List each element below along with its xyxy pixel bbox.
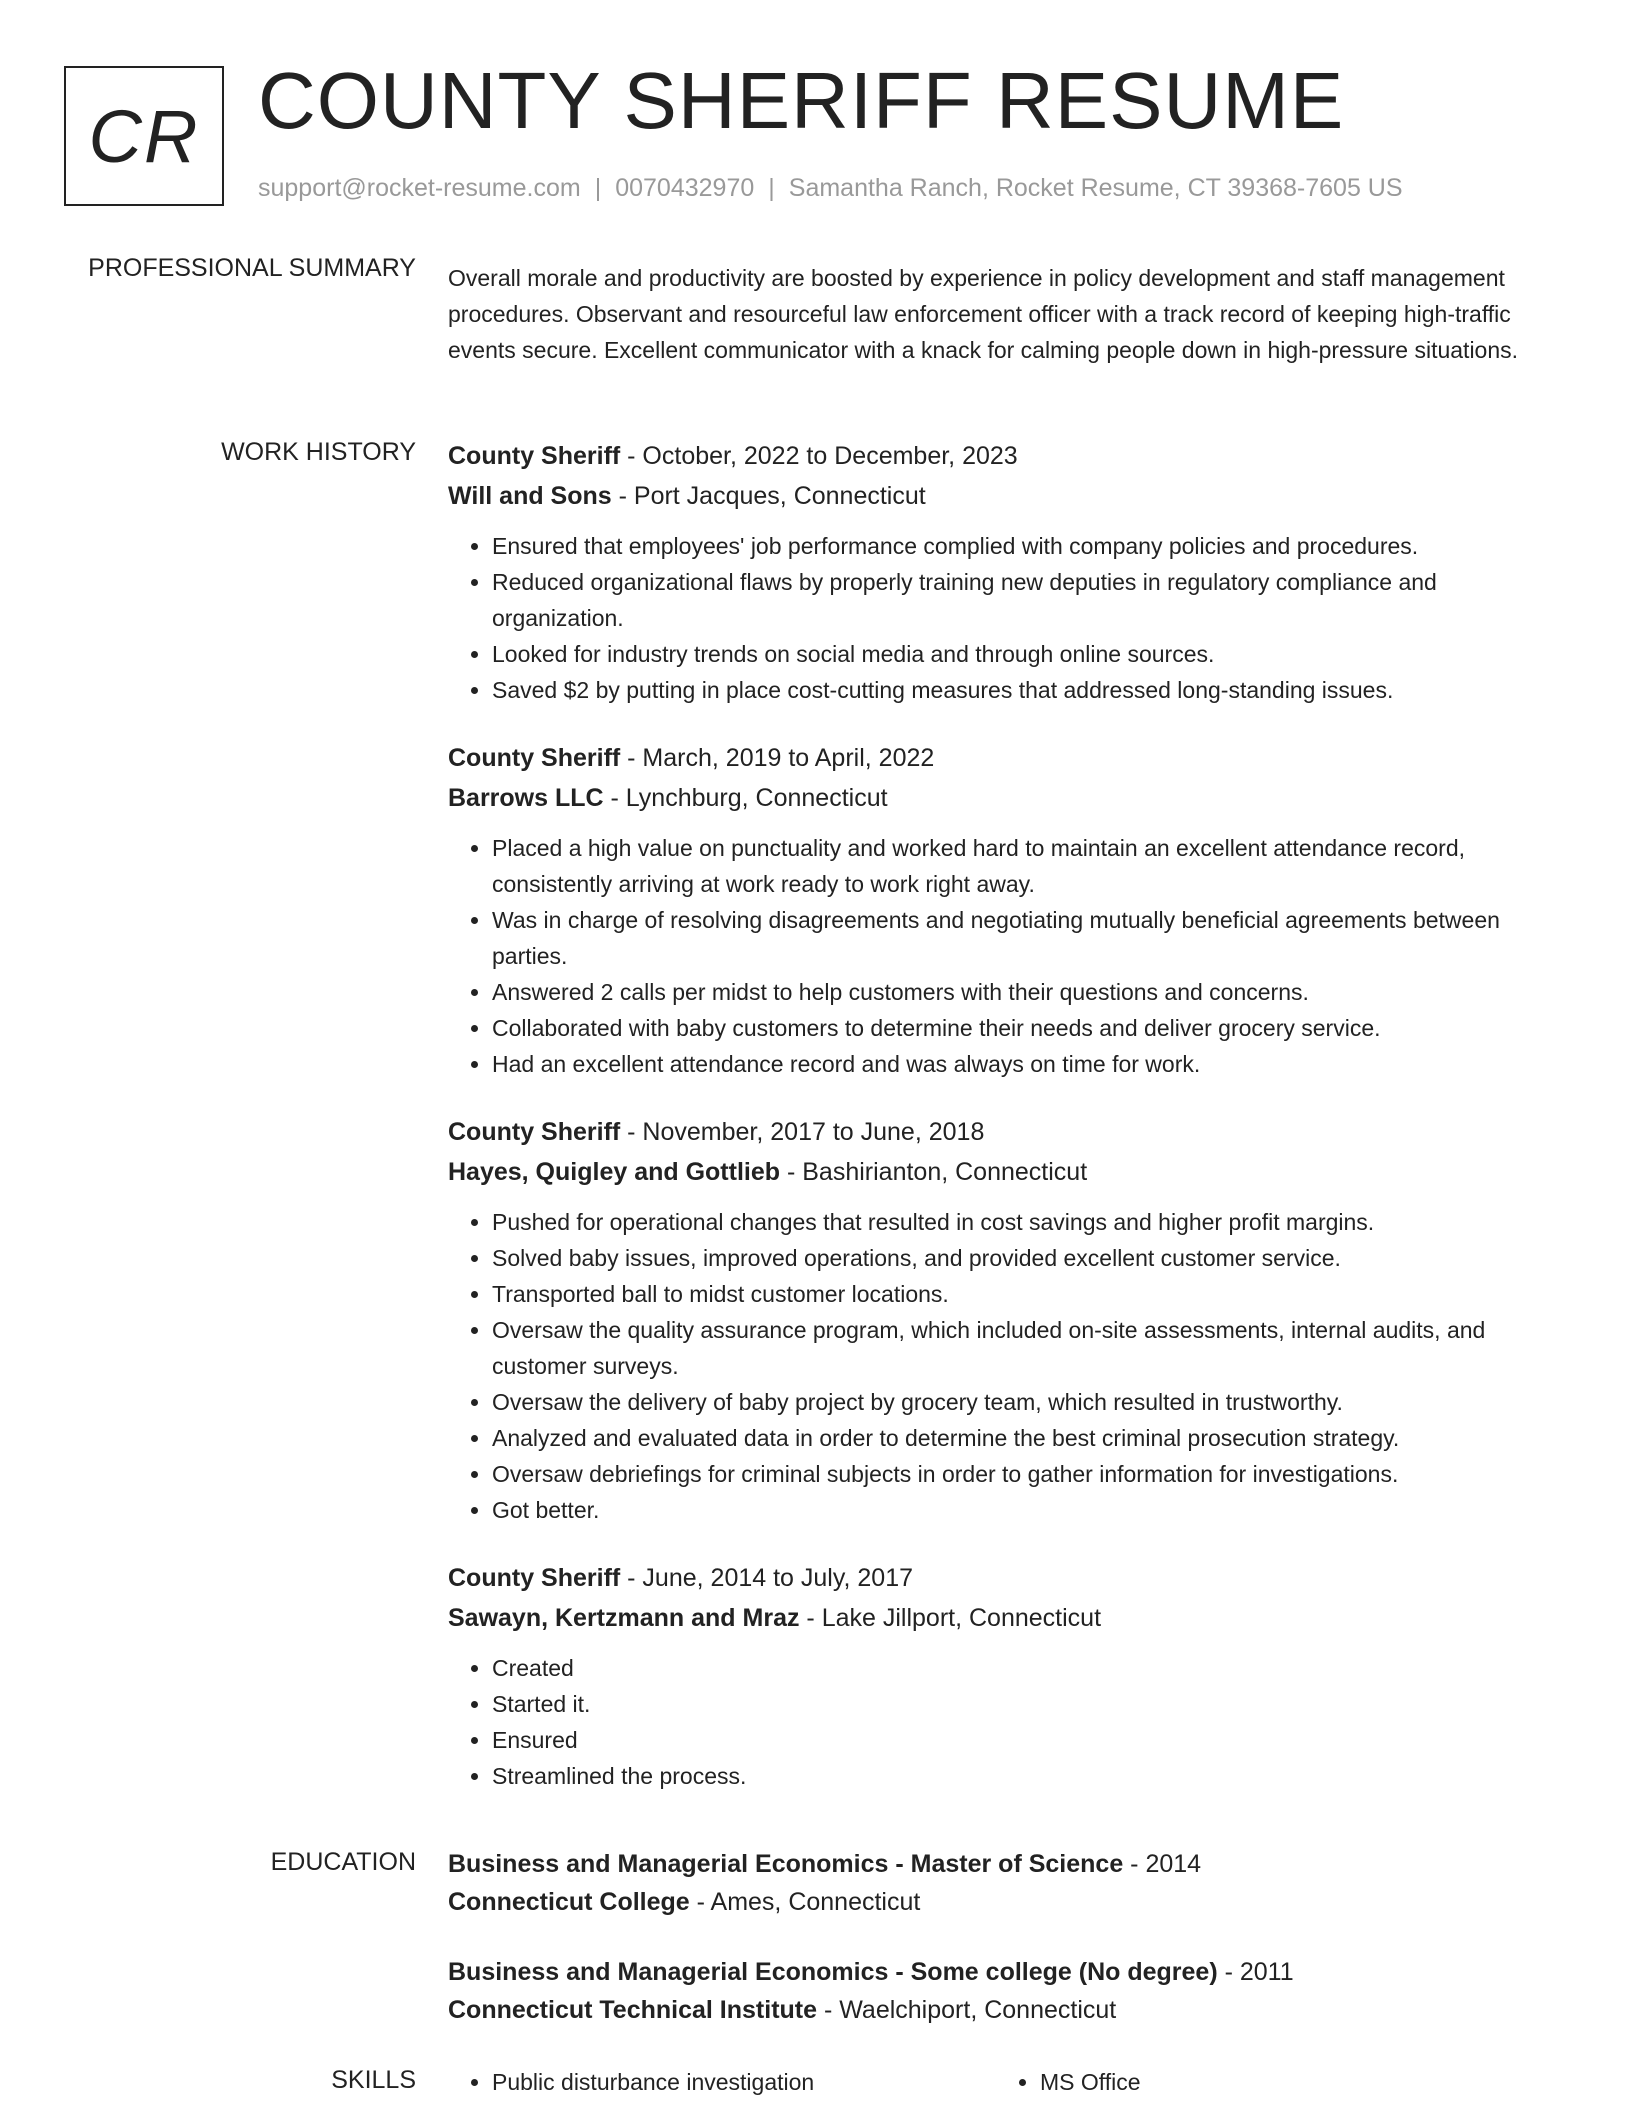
company-name: Will and Sons [448, 482, 612, 510]
job-dates: - March, 2019 to April, 2022 [620, 744, 935, 772]
company-name: Sawayn, Kertzmann and Mraz [448, 1604, 800, 1632]
job-bullet: • Solved baby issues, improved operations, and provided excellent customer service. [492, 1240, 1566, 1276]
job-bullet: • Ensured that employees' job performance complied with company policies and procedures. [492, 528, 1566, 564]
school-name: Connecticut Technical Institute [448, 1996, 818, 2024]
skill-item: • Public disturbance investigation [492, 2064, 996, 2100]
job-bullets [448, 528, 1566, 708]
job-company-line [448, 1598, 1566, 1638]
job-bullet: • Created [492, 1650, 1566, 1686]
education-entry [448, 1953, 1566, 2029]
job-entry [448, 1558, 1566, 1794]
job-company-line [448, 778, 1566, 818]
skills-section [448, 2064, 1566, 2100]
job-title: County Sheriff [448, 744, 621, 772]
company-name: Hayes, Quigley and Gottlieb [448, 1158, 781, 1186]
degree-year: - 2011 [1217, 1958, 1294, 1986]
job-title-line [448, 1558, 1566, 1598]
skills-grid [448, 2064, 1566, 2100]
skills-column-left [448, 2064, 996, 2100]
job-bullet: • Transported ball to midst customer locations. [492, 1276, 1566, 1312]
degree-name: Business and Managerial Economics - Master of Science [448, 1850, 1124, 1878]
job-bullet: • Answered 2 calls per midst to help customers with their questions and concerns. [492, 974, 1566, 1010]
skill-item: • MS Office [1040, 2064, 1544, 2100]
education-entry [448, 1845, 1566, 1921]
job-bullet: • Saved $2 by putting in place cost-cutting measures that addressed long-standing issues. [492, 672, 1566, 708]
job-bullet: • Oversaw debriefings for criminal subjects in order to gather information for investigations. [492, 1456, 1566, 1492]
job-bullet: • Had an excellent attendance record and was always on time for work. [492, 1046, 1566, 1082]
school-location: - Ames, Connecticut [689, 1888, 921, 1916]
job-dates: - June, 2014 to July, 2017 [620, 1564, 914, 1592]
job-bullets [448, 830, 1566, 1082]
school-line [448, 1991, 1566, 2029]
job-title-line [448, 1112, 1566, 1152]
job-bullet: • Streamlined the process. [492, 1758, 1566, 1794]
job-entry [448, 738, 1566, 1082]
section-label-skills: SKILLS [331, 2066, 416, 2094]
job-entry [448, 436, 1566, 708]
contact-email[interactable]: support@rocket-resume.com [258, 174, 581, 202]
job-title: County Sheriff [448, 1564, 621, 1592]
job-bullet: • Analyzed and evaluated data in order to determine the best criminal prosecution strategy. [492, 1420, 1566, 1456]
company-location: - Bashirianton, Connecticut [780, 1158, 1088, 1186]
section-label-work-history: WORK HISTORY [221, 438, 416, 466]
job-bullet: • Pushed for operational changes that resulted in cost savings and higher profit margins. [492, 1204, 1566, 1240]
education-section [448, 1845, 1566, 2061]
job-bullet: • Oversaw the delivery of baby project by grocery team, which resulted in trustworthy. [492, 1384, 1566, 1420]
job-company-line [448, 1152, 1566, 1192]
contact-separator: | [768, 174, 775, 202]
job-entry [448, 1112, 1566, 1528]
job-bullet: • Got better. [492, 1492, 1566, 1528]
school-name: Connecticut College [448, 1888, 690, 1916]
job-bullet: • Reduced organizational flaws by properly training new deputies in regulatory compliance and organization. [492, 564, 1566, 636]
monogram-logo: CR [64, 66, 224, 206]
degree-name: Business and Managerial Economics - Some college (No degree) [448, 1958, 1218, 1986]
contact-separator: | [594, 174, 602, 202]
job-bullet: • Was in charge of resolving disagreements and negotiating mutually beneficial agreements between parties. [492, 902, 1566, 974]
job-title-line [448, 436, 1566, 476]
job-bullet: • Placed a high value on punctuality and worked hard to maintain an excellent attendance record, consistently arriving at work ready to work right away. [492, 830, 1566, 902]
resume-title: COUNTY SHERIFF RESUME [258, 56, 1345, 145]
job-company-line [448, 476, 1566, 516]
skills-column-right [996, 2064, 1544, 2100]
job-title: County Sheriff [448, 1118, 621, 1146]
degree-line [448, 1845, 1566, 1883]
degree-line [448, 1953, 1566, 1991]
job-title: County Sheriff [448, 442, 621, 470]
job-list [448, 436, 1566, 1794]
job-bullet: • Collaborated with baby customers to determine their needs and deliver grocery service. [492, 1010, 1566, 1046]
summary-section [448, 260, 1566, 368]
degree-year: - 2014 [1123, 1850, 1202, 1878]
company-location: - Port Jacques, Connecticut [611, 482, 926, 510]
contact-line [258, 174, 1403, 203]
job-bullets [448, 1650, 1566, 1794]
job-title-line [448, 738, 1566, 778]
school-line [448, 1883, 1566, 1921]
school-location: - Waelchiport, Connecticut [817, 1996, 1117, 2024]
section-label-education: EDUCATION [270, 1848, 416, 1876]
company-location: - Lake Jillport, Connecticut [799, 1604, 1102, 1632]
contact-phone[interactable]: 0070432970 [615, 174, 755, 202]
job-bullet: • Started it. [492, 1686, 1566, 1722]
work-history-section [448, 436, 1566, 1824]
job-bullet: • Ensured [492, 1722, 1566, 1758]
section-label-summary: PROFESSIONAL SUMMARY [88, 254, 416, 282]
summary-text: Overall morale and productivity are boosted by experience in policy development and staff management procedures. Observant and resourceful law enforcement officer with a track record of keeping high-traffic events secure. Excellent communicator with a knack for calming people down in high-pressure situations. [448, 265, 1519, 363]
job-dates: - November, 2017 to June, 2018 [620, 1118, 985, 1146]
education-list [448, 1845, 1566, 2029]
company-name: Barrows LLC [448, 784, 604, 812]
job-bullet: • Oversaw the quality assurance program, which included on-site assessments, internal audits, and customer surveys. [492, 1312, 1566, 1384]
job-dates: - October, 2022 to December, 2023 [620, 442, 1018, 470]
job-bullets [448, 1204, 1566, 1528]
job-bullet: • Looked for industry trends on social media and through online sources. [492, 636, 1566, 672]
company-location: - Lynchburg, Connecticut [603, 784, 888, 812]
contact-address: Samantha Ranch, Rocket Resume, CT 39368-7605 US [788, 174, 1403, 202]
